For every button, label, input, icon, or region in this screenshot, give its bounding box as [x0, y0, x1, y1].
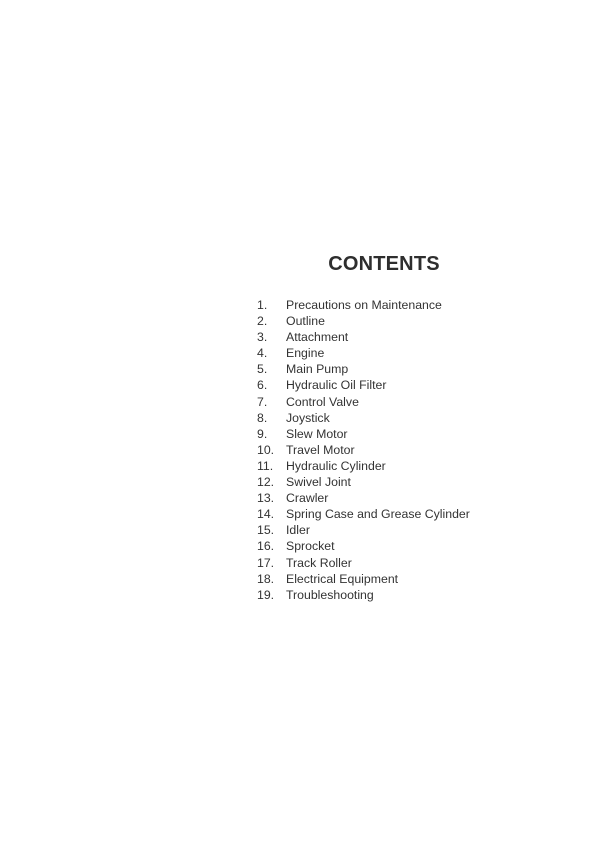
toc-entry — [257, 345, 470, 361]
toc-entry-number: 14. — [257, 507, 275, 522]
toc-entry-label: Crawler — [286, 491, 329, 506]
toc-entry-label: Engine — [286, 346, 325, 361]
toc-entry — [257, 377, 470, 393]
toc-entry-label: Attachment — [286, 330, 349, 345]
toc-entry — [257, 297, 470, 313]
toc-entry-label: Swivel Joint — [286, 475, 351, 490]
toc-entry — [257, 571, 470, 587]
toc-entry — [257, 329, 470, 345]
toc-entry — [257, 506, 470, 522]
table-of-contents — [257, 297, 470, 603]
toc-entry-number: 8. — [257, 410, 268, 425]
toc-entry — [257, 555, 470, 571]
toc-entry-number: 16. — [257, 539, 275, 554]
toc-entry-number: 15. — [257, 523, 275, 538]
toc-entry-label: Troubleshooting — [286, 587, 374, 602]
toc-entry-label: Idler — [286, 523, 310, 538]
toc-entry — [257, 394, 470, 410]
toc-entry — [257, 313, 470, 329]
toc-entry-label: Sprocket — [286, 539, 335, 554]
toc-entry-label: Control Valve — [286, 394, 359, 409]
toc-entry-number: 6. — [257, 378, 268, 393]
toc-entry — [257, 410, 470, 426]
toc-entry-label: Joystick — [286, 410, 330, 425]
toc-entry-number: 10. — [257, 442, 275, 457]
toc-entry-number: 13. — [257, 491, 275, 506]
toc-entry — [257, 587, 470, 603]
toc-entry-number: 12. — [257, 475, 275, 490]
toc-entry-label: Travel Motor — [286, 442, 355, 457]
toc-entry-label: Precautions on Maintenance — [286, 298, 442, 312]
toc-entry-number: 1. — [257, 298, 268, 312]
toc-entry-label: Hydraulic Cylinder — [286, 458, 386, 473]
toc-entry-label: Outline — [286, 314, 325, 329]
toc-entry-number: 11. — [257, 458, 274, 473]
toc-entry — [257, 458, 470, 474]
toc-entry-label: Main Pump — [286, 362, 349, 377]
toc-entry-number: 18. — [257, 571, 275, 586]
toc-entry — [257, 538, 470, 554]
toc-entry-number: 7. — [257, 394, 268, 409]
toc-entry — [257, 474, 470, 490]
toc-entry-number: 4. — [257, 346, 268, 361]
toc-entry-number: 19. — [257, 587, 275, 602]
toc-entry — [257, 522, 470, 538]
toc-entry-number: 2. — [257, 314, 268, 329]
toc-entry-number: 9. — [257, 426, 268, 441]
toc-entry — [257, 426, 470, 442]
contents-title: CONTENTS — [328, 253, 440, 275]
toc-entry-number: 5. — [257, 362, 268, 377]
toc-entry-number: 3. — [257, 330, 268, 345]
toc-entry-label: Hydraulic Oil Filter — [286, 378, 387, 393]
toc-entry — [257, 442, 470, 458]
toc-entry — [257, 490, 470, 506]
toc-entry-label: Electrical Equipment — [286, 571, 399, 586]
toc-entry-label: Slew Motor — [286, 426, 348, 441]
toc-entry-label: Track Roller — [286, 555, 352, 570]
toc-entry-label: Spring Case and Grease Cylinder — [286, 507, 470, 522]
toc-entry — [257, 361, 470, 377]
toc-entry-number: 17. — [257, 555, 275, 570]
